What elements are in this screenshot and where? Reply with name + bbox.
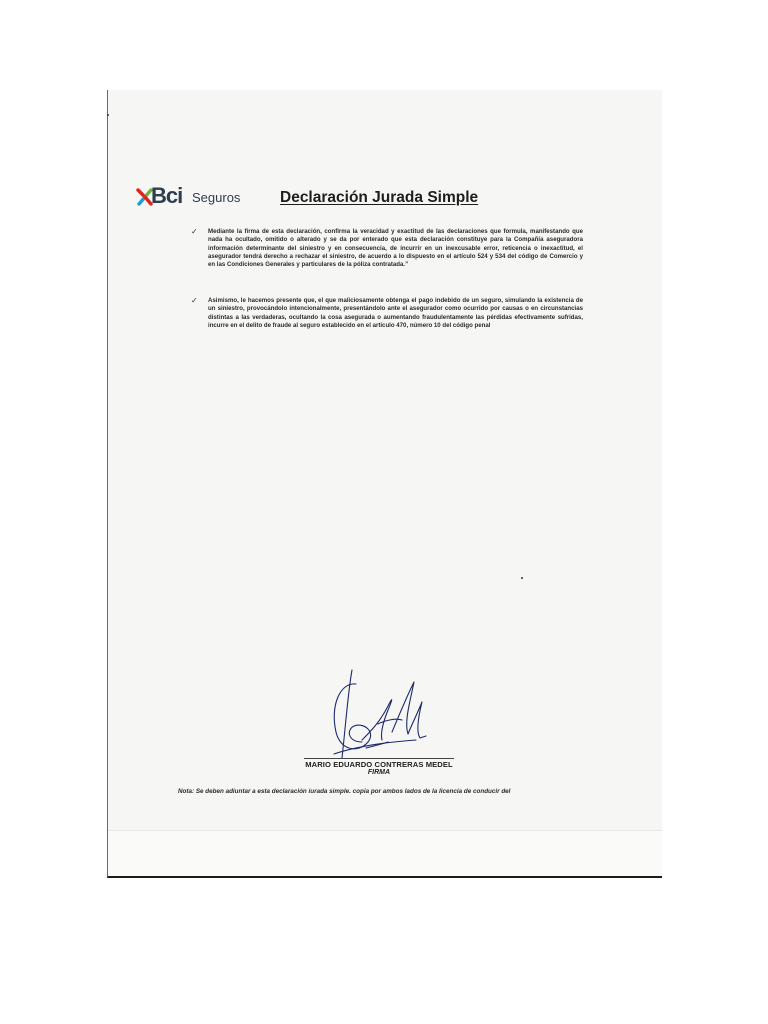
check-mark-icon: ✓ bbox=[191, 227, 198, 236]
check-mark-icon: ✓ bbox=[191, 296, 198, 305]
logo-brand-text: Bci bbox=[151, 183, 183, 208]
scan-speck bbox=[521, 577, 523, 579]
declaration-paragraph bbox=[191, 227, 583, 269]
signatory-name: MARIO EDUARDO CONTRERAS MEDEL bbox=[305, 760, 453, 769]
handwritten-signature bbox=[318, 662, 438, 762]
document-title: Declaración Jurada Simple bbox=[280, 189, 479, 206]
paragraph-text: Asimismo, le hacemos presente que, el que maliciosamente obtenga el pago indebido de un seguro, simulando la existencia de un siniestro, provocándolo intencionalmente, presentándolo ante el asegurador como ocurrido por causas o en circunstancias distintas a las verdaderas, ocultando la cosa asegurada o aumentando fraudulentamente las pérdidas efectivamente sufridas, incurre en el delito de fraude al seguro establecido en el artículo 470, número 10 del código penal bbox=[208, 297, 583, 329]
page-bottom-band bbox=[108, 830, 662, 876]
declaration-paragraph bbox=[191, 296, 583, 330]
scanned-document-page bbox=[107, 90, 662, 878]
scan-speck bbox=[107, 114, 109, 116]
signature-label: FIRMA bbox=[367, 769, 391, 776]
paragraph-text: Mediante la firma de esta declaración, confirma la veracidad y exactitud de las declaraciones que formula, manifestando que nada ha ocultado, omitido o alterado y se da por enterado que esta declaración constituye para la Compañía aseguradora información determinante del siniestro y en consecuencia, de incurrir en un inexcusable error, reticencia o inexactitud, el asegurador tendrá derecho a rechazar el siniestro, de acuerdo a lo dispuesto en el artículo 524 y 534 del código de Comercio y en las Condiciones Generales y particulares de la póliza contratada.” bbox=[208, 228, 583, 268]
footnote: Nota: Se deben adiuntar a esta declaración iurada simple. copia por ambos lados de la licencia de conducir del bbox=[178, 788, 511, 795]
logo-suffix-text: Seguros bbox=[192, 190, 241, 205]
